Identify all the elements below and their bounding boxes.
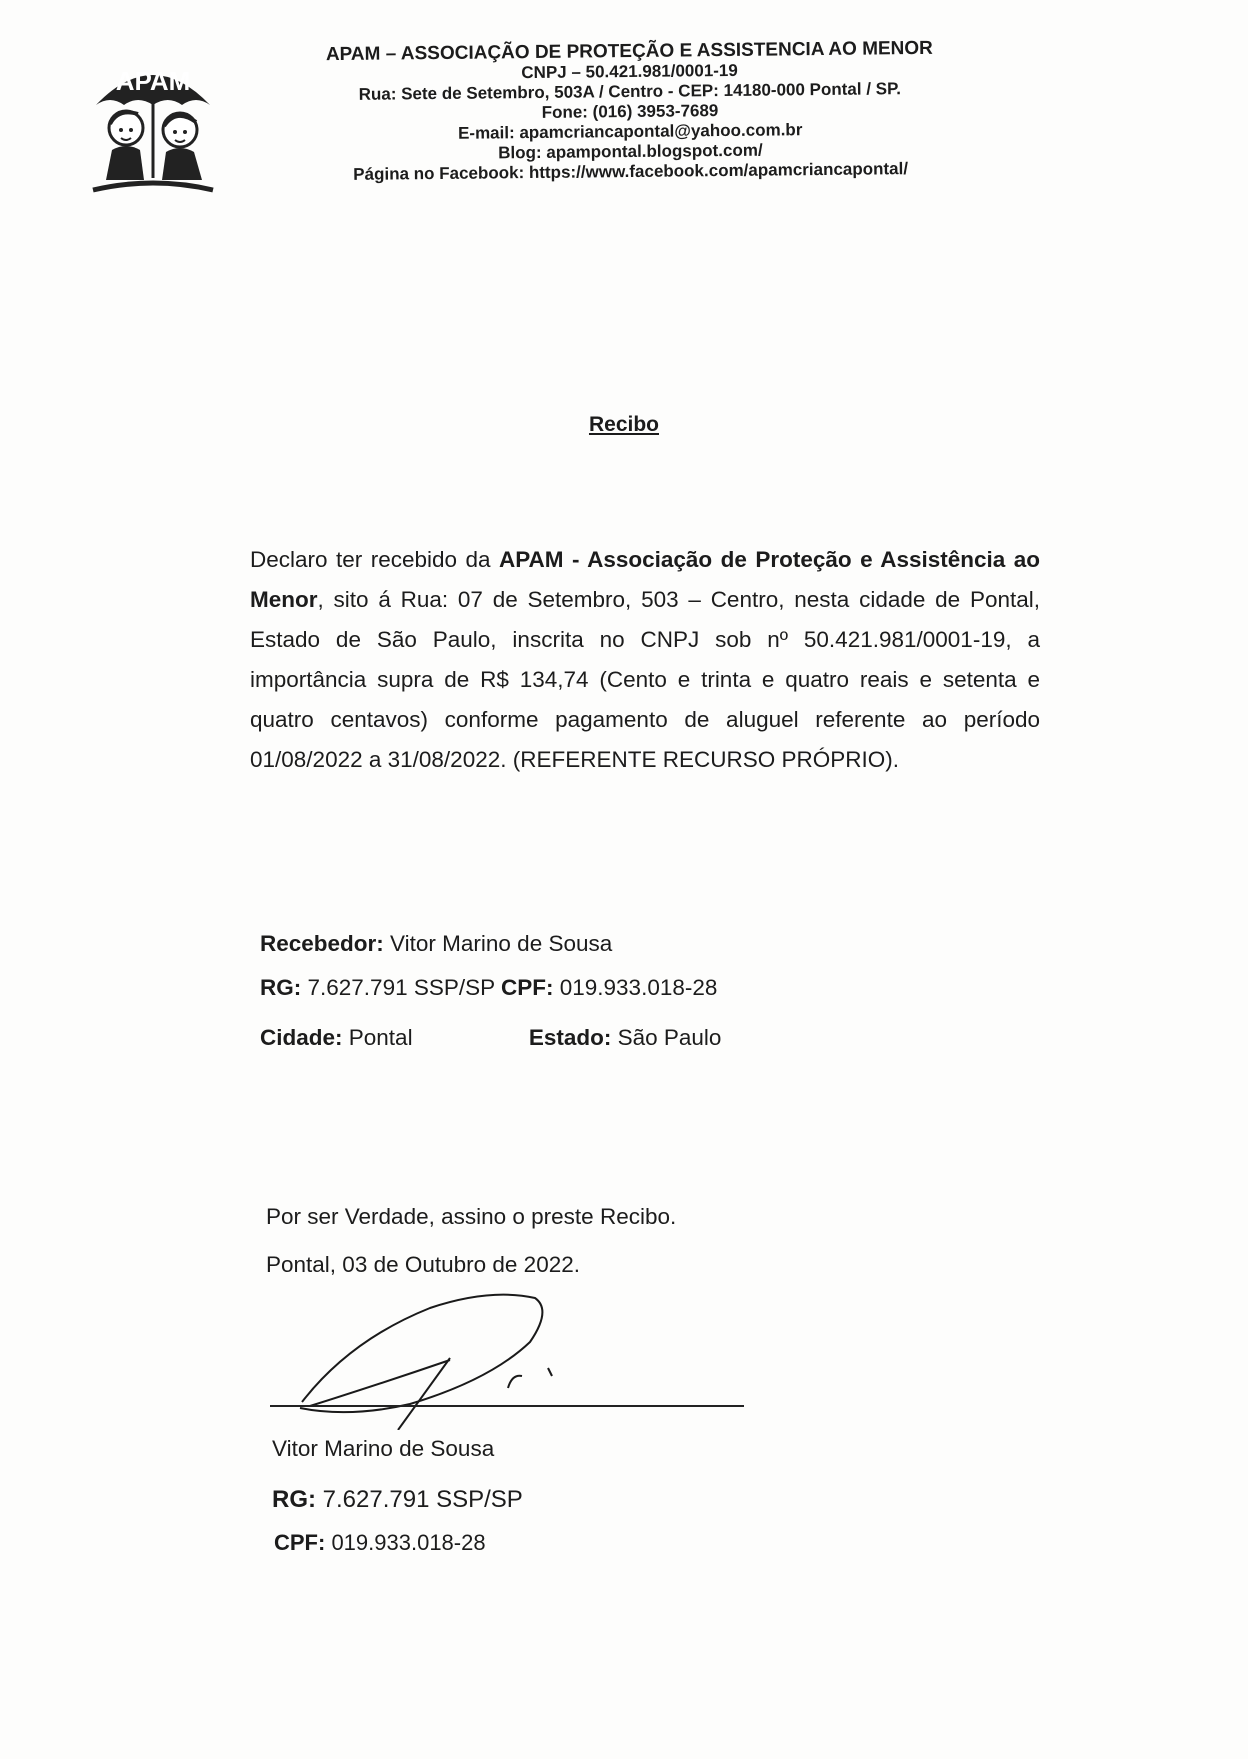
closing-date: Pontal, 03 de Outubro de 2022. <box>266 1252 580 1277</box>
cpf-label: CPF: <box>500 975 554 1000</box>
cidade-label: Cidade: <box>260 1025 343 1050</box>
recebedor-label: Recebedor: <box>260 931 384 956</box>
closing-statement: Por ser Verdade, assino o preste Recibo. <box>266 1204 677 1229</box>
estado-value: São Paulo <box>611 1025 722 1050</box>
receiver-name-row <box>260 930 612 958</box>
logo-text: APAM <box>115 66 191 96</box>
rg-value: 7.627.791 SSP/SP <box>301 975 501 1000</box>
estado-label: Estado: <box>528 1025 612 1050</box>
estado-field <box>529 1024 722 1052</box>
apam-logo <box>88 50 218 200</box>
signatory-cpf-label: CPF: <box>274 1530 326 1555</box>
rg-label: RG: <box>260 975 302 1000</box>
org-email: E-mail: apamcriancapontal@yahoo.com.br <box>457 120 803 143</box>
recebedor-value: Vitor Marino de Sousa <box>383 931 613 956</box>
cidade-value: Pontal <box>342 1025 413 1050</box>
signatory-rg-value: 7.627.791 SSP/SP <box>316 1486 523 1513</box>
receiver-location-row <box>260 1024 721 1052</box>
letterhead <box>289 38 970 185</box>
org-blog: Blog: apampontal.blogspot.com/ <box>498 140 763 163</box>
org-cnpj: CNPJ – 50.421.981/0001-19 <box>521 60 738 83</box>
document-title: Recibo <box>588 413 659 436</box>
signatory-name: Vitor Marino de Sousa <box>272 1436 495 1461</box>
cpf-value: 019.933.018-28 <box>553 975 718 1000</box>
org-facebook: Página no Facebook: https://www.facebook.com/apamcriancapontal/ <box>353 159 909 184</box>
org-address: Rua: Sete de Setembro, 503A / Centro - CEP: 14180-000 Pontal / SP. <box>358 79 902 104</box>
handwritten-signature <box>290 1280 570 1430</box>
signatory-cpf <box>274 1530 486 1556</box>
declaration-org: APAM - Associação de Proteção e Assistência ao Menor <box>250 547 1040 612</box>
org-name: APAM – ASSOCIAÇÃO DE PROTEÇÃO E ASSISTENCIA AO MENOR <box>325 37 933 66</box>
signatory-cpf-value: 019.933.018-28 <box>325 1530 486 1555</box>
declaration-intro: Declaro ter recebido da <box>250 547 499 572</box>
org-phone: Fone: (016) 3953-7689 <box>541 101 719 122</box>
signatory-rg-label: RG: <box>272 1486 316 1513</box>
declaration-text: , sito á Rua: 07 de Setembro, 503 – Centro, nesta cidade de Pontal, Estado de São Paulo, inscrita no CNPJ sob nº 50.421.981/0001-19, a importância supra de R$ 134,74 (Cento e trinta e quatro reais e setenta e quatro centavos) conforme pagamento de aluguel referente ao período 01/08/2022 a 31/08/2022. (REFERENTE RECURSO PRÓPRIO). <box>250 587 1040 772</box>
receipt-declaration <box>250 540 1040 780</box>
signatory-rg <box>272 1486 523 1514</box>
signature-line <box>270 1405 744 1407</box>
receiver-docs-row <box>260 974 717 1002</box>
